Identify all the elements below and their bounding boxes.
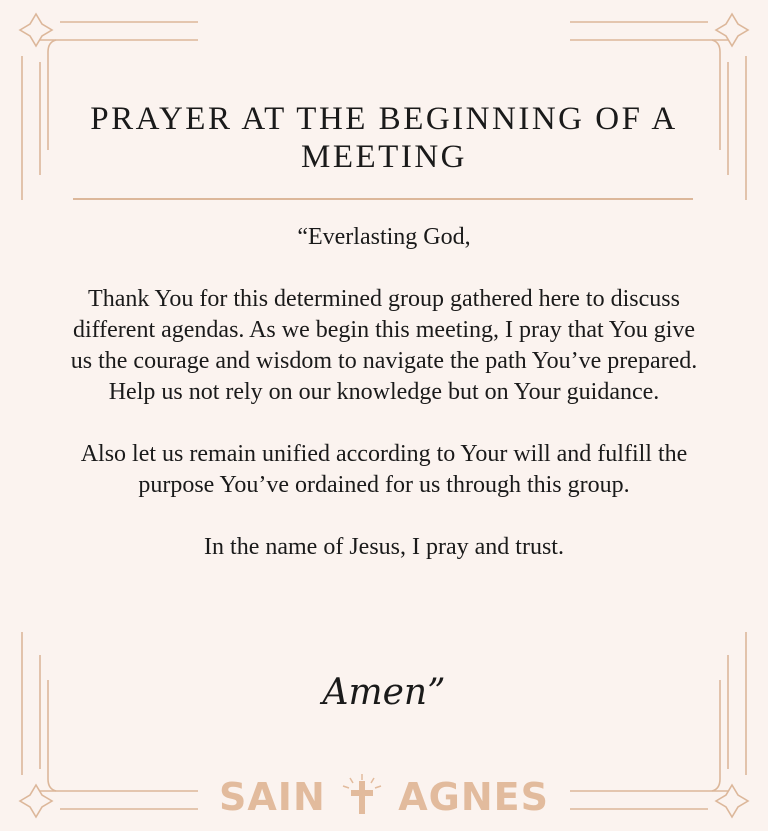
prayer-amen: Amen” [322,672,446,713]
title-divider [73,198,693,200]
page-title: PRAYER AT THE BEGINNING OF A MEETING [90,101,678,175]
prayer-closing: In the name of Jesus, I pray and trust. [204,534,564,560]
brand-text-left: SAIN [219,775,326,819]
prayer-greeting: “Everlasting God, [297,224,471,250]
brand-logo [0,772,768,819]
cross-icon [340,772,384,816]
prayer-body [64,222,704,594]
brand-text-right: AGNES [398,775,549,819]
prayer-paragraph-1: Thank You for this determined group gathered here to discuss different agendas. As we begin this meeting, I pray that You give us the courage and wisdom to navigate the path You’ve prepared. Help us not rely on our knowledge but on Your guidance. [70,286,698,405]
prayer-paragraph-2: Also let us remain unified according to Your will and fulfill the purpose You’ve ordained for us through this group. [80,441,688,498]
